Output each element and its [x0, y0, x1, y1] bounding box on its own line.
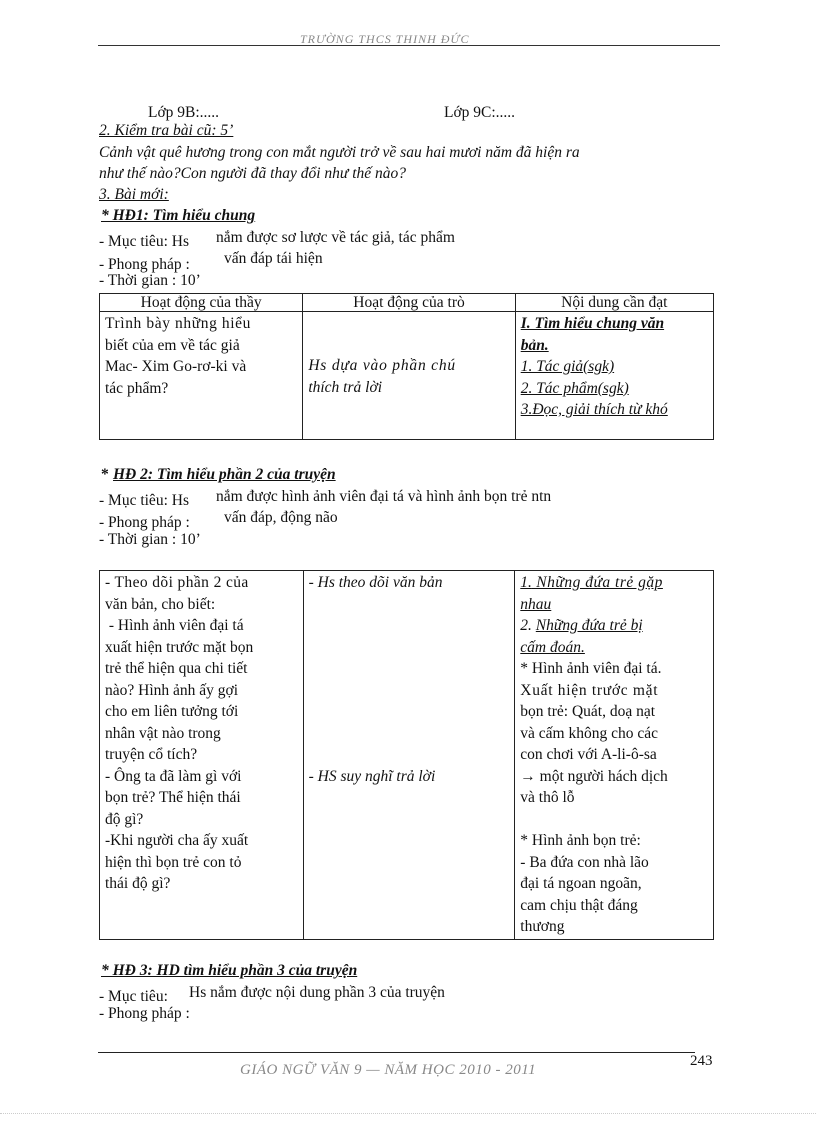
text-line: cam chịu thật đáng: [520, 896, 638, 914]
page-number: 243: [690, 1053, 713, 1069]
text-line: cấm đoán.: [520, 638, 585, 656]
header-divider: [98, 45, 720, 46]
hd2-star: *: [101, 466, 109, 483]
text-line: con chơi với A-li-ô-sa: [520, 746, 657, 763]
text-line: bọn trẻ? Thể hiện thái: [105, 789, 241, 806]
text-line: trẻ thể hiện qua chi tiết: [105, 660, 248, 677]
hd2-time: - Thời gian : 10’: [99, 531, 201, 548]
text-fragment: một người hách dịch: [535, 767, 668, 785]
text-fragment: Những đứa trẻ gặp: [531, 574, 663, 591]
text-line: [520, 572, 708, 594]
text-line: Mac- Xim Go-rơ-ki và: [105, 358, 247, 375]
text-line: Trình bày những hiểu: [105, 315, 251, 332]
text-line: - HS suy nghĩ trả lời: [308, 767, 436, 785]
text-line: và thô lỗ: [520, 789, 575, 806]
text-line: bản.: [520, 336, 549, 354]
text-line: độ gì?: [105, 810, 144, 828]
section2-question-line1: Cảnh vật quê hương trong con mắt người trở về sau hai mươi năm đã hiện ra: [99, 144, 580, 161]
text-line: truyện cổ tích?: [105, 746, 198, 763]
hd1-col-student-header: Hoạt động của trò: [303, 294, 515, 312]
text-line: nhau: [520, 595, 552, 613]
text-line: 2. Tác phẩm(sgk): [520, 379, 629, 397]
text-line: nào? Hình ảnh ấy gợi: [105, 681, 239, 699]
text-line: I. Tìm hiểu chung văn: [520, 315, 665, 332]
hd2-content-cell: [515, 571, 714, 940]
text-line: xuất hiện trước mặt bọn: [105, 638, 254, 656]
text-line: * Hình ảnh bọn trẻ:: [520, 832, 641, 849]
hd2-table: [99, 570, 714, 940]
hd2-teacher-cell: [100, 571, 304, 940]
hd2-student-cell: [303, 571, 515, 940]
text-line: biết của em về tác giả: [105, 336, 240, 354]
arrow-icon: →: [520, 767, 536, 785]
text-line: - Ba đứa con nhà lão: [520, 853, 649, 871]
text-line: - Hs theo dõi văn bản: [308, 574, 443, 591]
hd1-teacher-cell: [100, 312, 303, 440]
text-line: -Khi người cha ấy xuất: [105, 832, 249, 849]
class-9b: Lớp 9B:.....: [148, 104, 220, 121]
hd1-objective-label: - Mục tiêu: Hs: [99, 233, 189, 250]
footer-divider: [98, 1052, 695, 1053]
blank-line: [520, 809, 708, 831]
hd1-student-cell: [303, 312, 515, 440]
hd3-objective-label: - Mục tiêu:: [99, 988, 168, 1005]
text-line: tác phẩm?: [105, 379, 169, 397]
hd3-title: * HĐ 3: HD tìm hiểu phần 3 của truyện: [101, 962, 358, 979]
hd2-method-value: vấn đáp, động não: [224, 509, 338, 526]
hd1-time: - Thời gian : 10’: [99, 272, 201, 289]
header-school: TRƯỜNG THCS THINH ĐỨC: [300, 32, 470, 46]
text-line: đại tá ngoan ngoãn,: [520, 875, 642, 892]
hd1-col-teacher-header: Hoạt động của thầy: [100, 294, 303, 312]
text-line: - Ông ta đã làm gì với: [105, 767, 242, 785]
text-line: * Hình ảnh viên đại tá.: [520, 660, 662, 677]
text-line: - Theo dõi phần 2 của: [105, 574, 249, 591]
text-line: văn bản, cho biết:: [105, 595, 216, 613]
section2-question-line2: như thế nào?Con người đã thay đổi như thế nào?: [99, 165, 407, 182]
text-line: thích trả lời: [308, 378, 383, 396]
footer-text: GIÁO NGỮ VĂN 9 — NĂM HỌC 2010 - 2011: [240, 1062, 537, 1078]
hd2-objective-label: - Mục tiêu: Hs: [99, 492, 189, 509]
text-line: 1. Tác giả(sgk): [520, 358, 615, 375]
text-line: cho em liên tưởng tới: [105, 703, 239, 720]
hd1-col-content-header: Nội dung cần đạt: [515, 294, 713, 312]
text-line: [520, 766, 708, 788]
hd1-content-cell: [515, 312, 713, 440]
section3-title: 3. Bài mới:: [99, 186, 169, 203]
text-fragment: 2.: [520, 617, 536, 634]
text-line: nhân vật nào trong: [105, 724, 221, 742]
text-line: hiện thì bọn trẻ con tỏ: [105, 853, 242, 871]
text-fragment: 1.: [520, 574, 532, 591]
text-line: Xuất hiện trước mặt: [520, 681, 659, 699]
section2-title: 2. Kiểm tra bài cũ: 5’: [99, 122, 234, 139]
hd1-table: [99, 293, 714, 440]
hd2-method-label: - Phong pháp :: [99, 514, 190, 531]
text-line: thái độ gì?: [105, 875, 171, 892]
hd2-objective-value: nắm được hình ảnh viên đại tá và hình ảnh bọn trẻ ntn: [216, 488, 552, 505]
page-bottom-border: [0, 1113, 816, 1114]
class-9c: Lớp 9C:.....: [444, 104, 516, 121]
text-line: Hs dựa vào phần chú: [308, 357, 456, 374]
text-fragment: Những đứa trẻ bị: [535, 617, 643, 634]
text-line: bọn trẻ: Quát, doạ nạt: [520, 703, 656, 720]
hd1-method-label: - Phong pháp :: [99, 256, 190, 273]
text-line: thương: [520, 918, 565, 935]
text-line: [520, 615, 708, 637]
text-line: 3.Đọc, giải thích từ khó: [520, 401, 668, 418]
hd1-title: * HĐ1: Tìm hiểu chung: [101, 207, 256, 224]
hd2-title: HĐ 2: Tìm hiểu phần 2 của truyện: [113, 466, 336, 483]
text-line: - Hình ảnh viên đại tá: [105, 617, 244, 634]
hd1-method-value: vấn đáp tái hiện: [224, 250, 323, 267]
text-line: và cấm không cho các: [520, 724, 659, 742]
hd1-objective-value: nắm được sơ lược về tác giả, tác phẩm: [216, 229, 455, 246]
hd3-objective-value: Hs nắm được nội dung phần 3 của truyện: [189, 984, 445, 1001]
hd3-method-label: - Phong pháp :: [99, 1005, 190, 1022]
